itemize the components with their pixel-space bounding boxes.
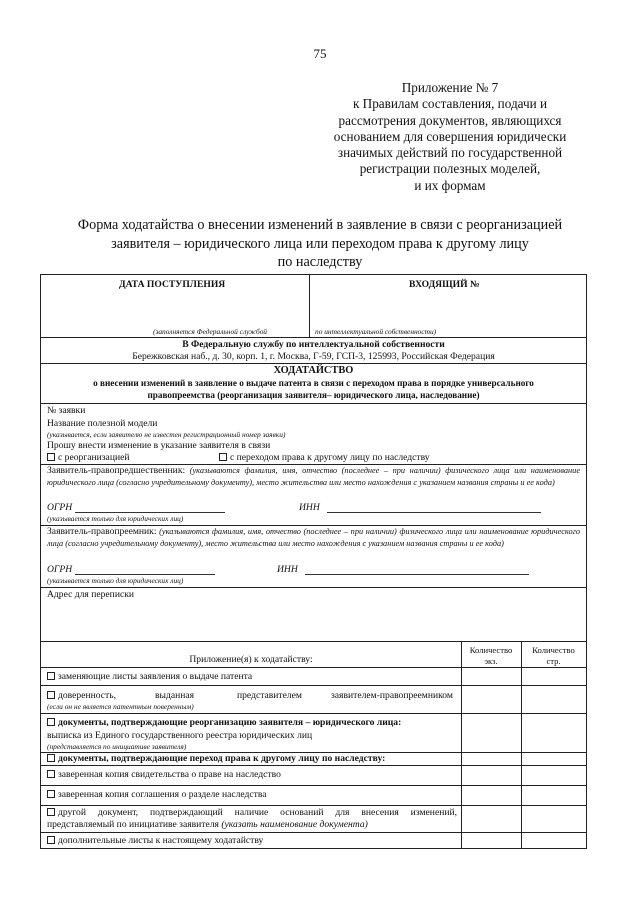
copies-column-header: Количество xyxy=(469,645,513,655)
reorganization-option[interactable] xyxy=(47,452,129,463)
column-divider xyxy=(521,641,522,849)
attachment-inheritance-docs[interactable] xyxy=(47,753,385,764)
form-title-line: по наследству xyxy=(277,254,363,270)
predecessor-ogrn-label: ОГРН xyxy=(47,502,73,513)
attachment-label: заявителем-правопреемником xyxy=(331,690,453,701)
appendix-line: регистрации полезных моделей, xyxy=(359,161,541,177)
successor-block xyxy=(47,526,580,549)
row-divider xyxy=(41,641,586,642)
appendix-heading xyxy=(300,80,600,194)
row-divider xyxy=(41,785,586,786)
checkbox-icon[interactable] xyxy=(47,672,55,680)
inheritance-option[interactable] xyxy=(219,452,430,463)
successor-note: (указываются фамилия, имя, отчество (последнее – при наличии) физического лица или наименование юридического лица (согласно учредительному документу), место жительства или место нахождения с указанием названия страны и ее кода) xyxy=(47,527,580,548)
appendix-line: основанием для совершения юридически xyxy=(333,128,567,144)
petition-subject-line1: о внесении изменений в заявление о выдаче патента в связи с переходом права в порядке универсального xyxy=(93,378,534,388)
copies-column-unit: экз. xyxy=(484,656,498,666)
successor-ogrn-note: (указывается только для юридических лиц) xyxy=(47,576,184,585)
petition-form-table xyxy=(40,274,587,849)
attachment-extra-sheets[interactable] xyxy=(47,835,263,846)
attachment-replacement-sheets[interactable] xyxy=(47,671,252,682)
pages-column-unit: стр. xyxy=(546,656,561,666)
petition-subject-line2: правопреемства (реорганизация заявителя– юридического лица, наследование) xyxy=(147,390,480,400)
attachment-label: другой документ, подтверждающий наличие оснований для внесения изменений, представляемый по инициативе заявителя xyxy=(47,807,457,830)
predecessor-ogrn-field[interactable] xyxy=(75,512,225,513)
checkbox-icon[interactable] xyxy=(47,718,55,726)
checkbox-icon[interactable] xyxy=(47,836,55,844)
appendix-line: Приложение № 7 xyxy=(401,80,499,95)
checkbox-icon[interactable] xyxy=(47,790,55,798)
fill-note-left: (заполняется Федеральной службой xyxy=(153,327,267,336)
attachment-label: представителем xyxy=(237,690,303,701)
successor-label: Заявитель-правопреемник: xyxy=(47,526,157,537)
appendix-line: и их формам xyxy=(414,177,486,193)
page-number: 75 xyxy=(313,46,327,61)
fill-note-right: по интеллектуальной собственности) xyxy=(315,327,437,336)
attachment-certificate-copy[interactable] xyxy=(47,769,281,780)
addressee-name: В Федеральную службу по интеллектуальной собственности xyxy=(182,339,445,350)
predecessor-inn-field[interactable] xyxy=(327,512,541,513)
inheritance-option-label: с переходом права к другому лицу по наследству xyxy=(230,452,430,463)
checkbox-icon[interactable] xyxy=(47,754,55,762)
attachment-reorganization-docs[interactable] xyxy=(47,717,401,728)
successor-ogrn-label: ОГРН xyxy=(47,564,73,575)
attachments-header: Приложение(я) к ходатайству: xyxy=(189,654,313,665)
attachment-label: доверенность, xyxy=(58,690,116,701)
attachment-label: выданная xyxy=(155,690,195,701)
predecessor-note: (указываются фамилия, имя, отчество (последнее – при наличии) физического лица или наименование юридического лица (согласно учредительному документу), место жительства или место нахождения с указанием названия страны и ее кода) xyxy=(47,466,581,487)
predecessor-label: Заявитель-правопредшественник: xyxy=(47,465,186,476)
attachment-label: дополнительные листы к настоящему ходатайству xyxy=(58,835,264,846)
predecessor-ogrn-note: (указывается только для юридических лиц) xyxy=(47,514,184,523)
application-number-label: № заявки xyxy=(47,405,86,416)
predecessor-block xyxy=(47,465,580,488)
appendix-line: значимых действий по государственной xyxy=(337,145,563,161)
form-title-line: Форма ходатайства о внесении изменений в заявление в связи с реорганизацией xyxy=(77,217,563,233)
checkbox-icon[interactable] xyxy=(47,691,55,699)
addressee-address: Бережковская наб., д. 30, корп. 1, г. Москва, Г-59, ГСП-3, 125993, Российская Федерация xyxy=(132,351,495,362)
model-name-note: (указывается, если заявителю не известен регистрационный номер заявки) xyxy=(47,430,286,439)
row-divider xyxy=(41,805,586,806)
successor-inn-label: ИНН xyxy=(277,564,298,575)
successor-ogrn-field[interactable] xyxy=(75,574,215,575)
form-title xyxy=(40,216,600,272)
pages-column-header: Количество xyxy=(532,645,575,655)
incoming-number-label: ВХОДЯЩИЙ № xyxy=(409,279,480,290)
row-divider xyxy=(41,587,586,588)
header-divider xyxy=(309,275,310,337)
attachment-label: документы, подтверждающие переход права к другому лицу по наследству: xyxy=(58,753,386,764)
petition-heading: ХОДАТАЙСТВО xyxy=(273,365,354,376)
row-divider xyxy=(41,713,586,714)
row-divider xyxy=(41,337,586,338)
row-divider xyxy=(41,667,586,668)
correspondence-address-label: Адрес для переписки xyxy=(47,589,135,600)
appendix-line: к Правилам составления, подачи и xyxy=(352,96,548,112)
power-of-attorney-note: (если он не является патентным поверенным) xyxy=(47,702,194,711)
row-divider xyxy=(41,685,586,686)
checkbox-icon[interactable] xyxy=(47,808,55,816)
attachment-agreement-copy[interactable] xyxy=(47,789,267,800)
attachment-label: заменяющие листы заявления о выдаче патента xyxy=(58,671,253,682)
row-divider xyxy=(41,363,586,364)
row-divider xyxy=(41,832,586,833)
attachment-other-document[interactable] xyxy=(47,807,457,830)
form-title-line: заявителя – юридического лица или переходом права к другому лицу xyxy=(111,235,529,252)
successor-inn-field[interactable] xyxy=(305,574,529,575)
checkbox-icon[interactable] xyxy=(47,770,55,778)
checkbox-icon[interactable] xyxy=(47,453,55,461)
predecessor-inn-label: ИНН xyxy=(299,502,320,513)
model-name-label: Название полезной модели xyxy=(47,418,158,429)
registry-extract-label: выписка из Единого государственного реестра юридических лиц xyxy=(47,730,313,741)
attachment-label: документы, подтверждающие реорганизацию заявителя – юридического лица: xyxy=(58,717,402,728)
change-request-text: Прошу внести изменение в указание заявителя в связи xyxy=(47,440,271,451)
checkbox-icon[interactable] xyxy=(219,453,227,461)
other-document-note: (указать наименование документа) xyxy=(221,818,368,830)
appendix-line: рассмотрения документов, являющихся xyxy=(338,112,562,128)
date-received-label: ДАТА ПОСТУПЛЕНИЯ xyxy=(119,279,226,290)
reorganization-option-label: с реорганизацией xyxy=(58,452,130,463)
attachment-label: заверенная копия соглашения о разделе наследства xyxy=(58,789,267,800)
row-divider xyxy=(41,403,586,404)
attachment-label: заверенная копия свидетельства о праве на наследство xyxy=(58,769,281,780)
registry-extract-note: (представляется по инициативе заявителя) xyxy=(47,742,187,751)
row-divider xyxy=(41,765,586,766)
column-divider xyxy=(461,641,462,849)
